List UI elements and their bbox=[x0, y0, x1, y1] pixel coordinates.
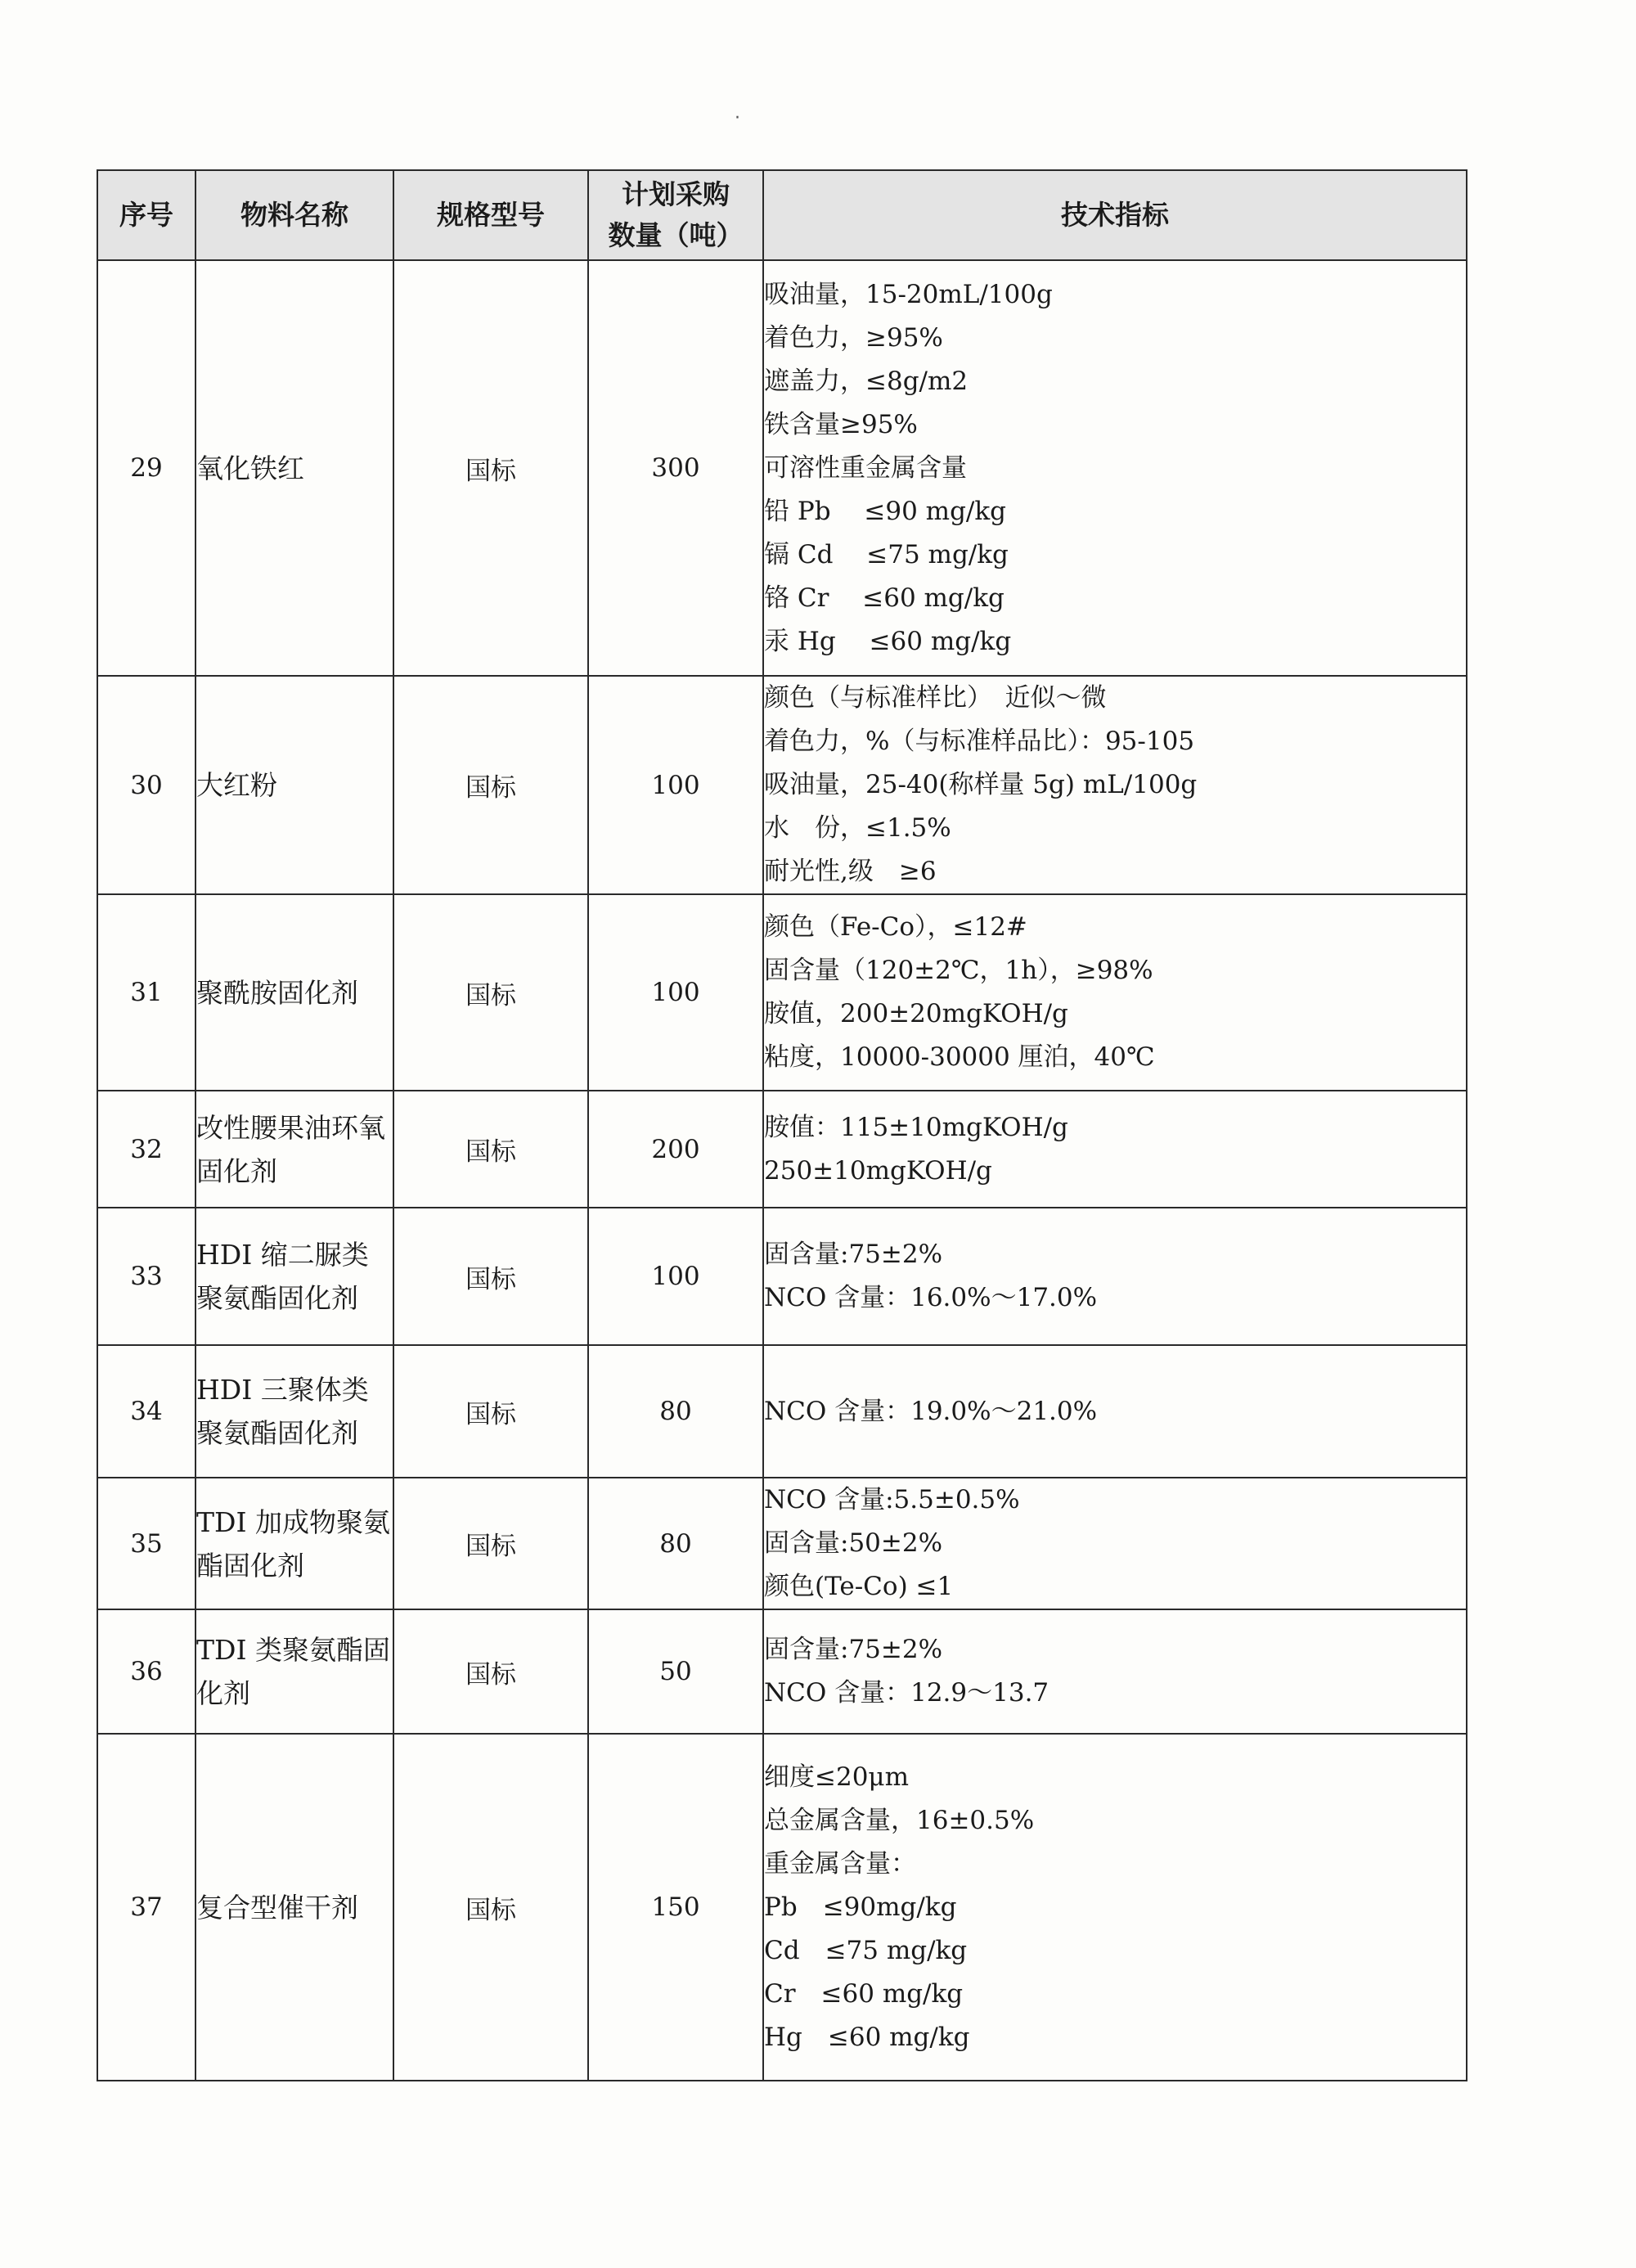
cell-seq: 29 bbox=[97, 260, 196, 676]
tech-spec-line: 耐光性,级 ≥6 bbox=[764, 857, 937, 886]
tech-spec-line: Cd ≤75 mg/kg bbox=[764, 1935, 968, 1965]
tech-spec-line: 铅 Pb ≤90 mg/kg bbox=[764, 496, 1006, 526]
cell-spec: 国标 bbox=[393, 1091, 588, 1208]
cell-quantity: 200 bbox=[588, 1091, 763, 1208]
cell-quantity: 100 bbox=[588, 1208, 763, 1345]
table-row bbox=[97, 260, 1467, 676]
cell-seq: 32 bbox=[97, 1091, 196, 1208]
tech-spec-line: 颜色（Fe-Co），≤12# bbox=[764, 912, 1027, 942]
cell-quantity: 300 bbox=[588, 260, 763, 676]
cell-quantity: 150 bbox=[588, 1734, 763, 2081]
tech-spec-line: 汞 Hg ≤60 mg/kg bbox=[764, 626, 1012, 656]
tech-spec-line: 固含量:75±2% bbox=[764, 1635, 943, 1664]
tech-spec-line: 颜色(Te-Co) ≤1 bbox=[764, 1572, 954, 1601]
table-row bbox=[97, 1609, 1467, 1734]
cell-tech-spec bbox=[763, 260, 1467, 676]
cell-spec: 国标 bbox=[393, 1734, 588, 2081]
tech-spec-line: 固含量:50±2% bbox=[764, 1528, 943, 1558]
tech-spec-line: 遮盖力，≤8g/m2 bbox=[764, 366, 969, 396]
cell-spec: 国标 bbox=[393, 1208, 588, 1345]
cell-quantity: 50 bbox=[588, 1609, 763, 1734]
tech-spec-line: 着色力，%（与标准样品比）：95-105 bbox=[764, 727, 1195, 756]
scan-speck: · bbox=[735, 108, 740, 128]
cell-material-name: 大红粉 bbox=[196, 676, 393, 894]
table-row bbox=[97, 1345, 1467, 1478]
cell-spec: 国标 bbox=[393, 1345, 588, 1478]
table-row bbox=[97, 1734, 1467, 2081]
table-row bbox=[97, 1208, 1467, 1345]
tech-spec-line: NCO 含量：12.9～13.7 bbox=[764, 1678, 1049, 1708]
tech-spec-line: 镉 Cd ≤75 mg/kg bbox=[764, 539, 1009, 569]
tech-spec-line: 吸油量，25-40(称样量 5g) mL/100g bbox=[764, 770, 1198, 799]
tech-spec-line: NCO 含量：16.0%～17.0% bbox=[764, 1283, 1098, 1312]
table-row bbox=[97, 676, 1467, 894]
cell-seq: 33 bbox=[97, 1208, 196, 1345]
tech-spec-line: 水 份，≤1.5% bbox=[764, 813, 951, 843]
tech-spec-line: 胺值：115±10mgKOH/g bbox=[764, 1112, 1068, 1142]
tech-spec-line: 着色力，≥95% bbox=[764, 322, 943, 353]
tech-spec-line: NCO 含量:5.5±0.5% bbox=[764, 1485, 1020, 1514]
header-row bbox=[97, 170, 1467, 260]
tech-spec-line: 铬 Cr ≤60 mg/kg bbox=[764, 583, 1005, 613]
cell-tech-spec bbox=[763, 1208, 1467, 1345]
cell-material-name: 聚酰胺固化剂 bbox=[196, 894, 393, 1091]
cell-material-name: 氧化铁红 bbox=[196, 260, 393, 676]
cell-tech-spec bbox=[763, 1345, 1467, 1478]
header-seq: 序号 bbox=[97, 170, 196, 260]
tech-spec-line: 吸油量，15-20mL/100g bbox=[764, 279, 1053, 309]
header-qty-line1: 计划采购 bbox=[622, 178, 730, 210]
table-row bbox=[97, 1478, 1467, 1609]
header-name: 物料名称 bbox=[196, 170, 393, 260]
tech-spec-line: 细度≤20μm bbox=[764, 1762, 909, 1792]
cell-tech-spec bbox=[763, 1734, 1467, 2081]
tech-spec-line: NCO 含量：19.0%～21.0% bbox=[764, 1396, 1098, 1426]
tech-spec-line: 铁含量≥95% bbox=[764, 409, 918, 439]
cell-material-name: 改性腰果油环氧固化剂 bbox=[196, 1091, 393, 1208]
cell-tech-spec bbox=[763, 1478, 1467, 1609]
cell-tech-spec bbox=[763, 676, 1467, 894]
cell-material-name: 复合型催干剂 bbox=[196, 1734, 393, 2081]
cell-seq: 30 bbox=[97, 676, 196, 894]
table-row bbox=[97, 1091, 1467, 1208]
cell-spec: 国标 bbox=[393, 260, 588, 676]
tech-spec-line: 颜色（与标准样比） 近似～微 bbox=[764, 683, 1107, 713]
tech-spec-line: Hg ≤60 mg/kg bbox=[764, 2022, 970, 2052]
cell-seq: 37 bbox=[97, 1734, 196, 2081]
cell-tech-spec bbox=[763, 1609, 1467, 1734]
tech-spec-line: 固含量（120±2℃，1h），≥98% bbox=[764, 956, 1153, 985]
cell-material-name: TDI 加成物聚氨酯固化剂 bbox=[196, 1478, 393, 1609]
cell-spec: 国标 bbox=[393, 894, 588, 1091]
cell-tech-spec bbox=[763, 1091, 1467, 1208]
cell-seq: 31 bbox=[97, 894, 196, 1091]
header-tech: 技术指标 bbox=[763, 170, 1467, 260]
cell-quantity: 100 bbox=[588, 676, 763, 894]
cell-seq: 35 bbox=[97, 1478, 196, 1609]
table-row bbox=[97, 894, 1467, 1091]
tech-spec-line: 固含量:75±2% bbox=[764, 1240, 943, 1269]
tech-spec-line: 总金属含量，16±0.5% bbox=[764, 1805, 1035, 1835]
tech-spec-line: 可溶性重金属含量 bbox=[764, 452, 967, 483]
header-qty bbox=[588, 170, 763, 260]
cell-tech-spec bbox=[763, 894, 1467, 1091]
cell-material-name: TDI 类聚氨酯固化剂 bbox=[196, 1609, 393, 1734]
tech-spec-line: 粘度，10000-30000 厘泊，40℃ bbox=[764, 1042, 1155, 1072]
cell-seq: 36 bbox=[97, 1609, 196, 1734]
cell-material-name: HDI 缩二脲类聚氨酯固化剂 bbox=[196, 1208, 393, 1345]
cell-quantity: 80 bbox=[588, 1345, 763, 1478]
cell-quantity: 80 bbox=[588, 1478, 763, 1609]
tech-spec-line: 250±10mgKOH/g bbox=[764, 1155, 992, 1186]
header-qty-line2: 数量（吨） bbox=[608, 219, 744, 251]
cell-seq: 34 bbox=[97, 1345, 196, 1478]
tech-spec-line: Pb ≤90mg/kg bbox=[764, 1892, 957, 1922]
cell-spec: 国标 bbox=[393, 1609, 588, 1734]
cell-spec: 国标 bbox=[393, 1478, 588, 1609]
tech-spec-line: 重金属含量： bbox=[764, 1848, 916, 1879]
header-spec: 规格型号 bbox=[393, 170, 588, 260]
cell-spec: 国标 bbox=[393, 676, 588, 894]
procurement-spec-table bbox=[97, 169, 1467, 2081]
table-body bbox=[97, 260, 1467, 2081]
table-header bbox=[97, 170, 1467, 260]
cell-quantity: 100 bbox=[588, 894, 763, 1091]
tech-spec-line: 胺值，200±20mgKOH/g bbox=[764, 999, 1068, 1028]
tech-spec-line: Cr ≤60 mg/kg bbox=[764, 1978, 964, 2009]
cell-material-name: HDI 三聚体类聚氨酯固化剂 bbox=[196, 1345, 393, 1478]
